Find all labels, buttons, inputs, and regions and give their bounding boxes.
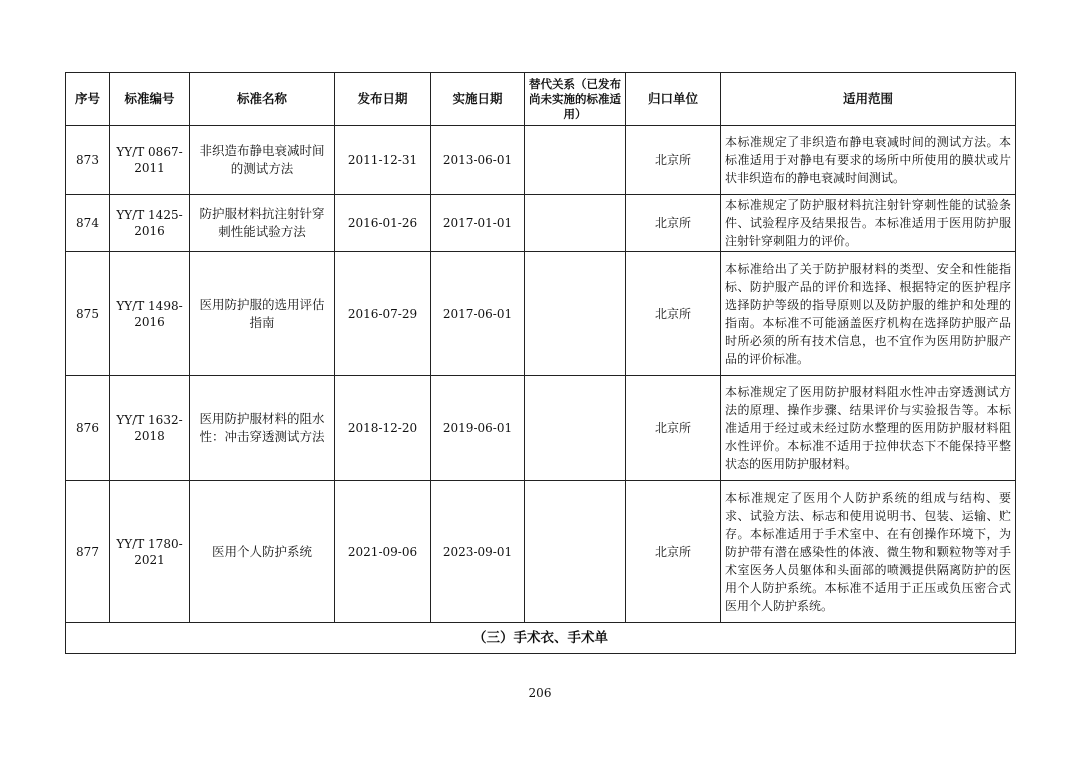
standards-table <box>65 72 1016 654</box>
cell-name: 医用个人防护系统 <box>190 481 335 623</box>
cell-no: 873 <box>66 126 110 195</box>
cell-unit: 北京所 <box>626 252 721 376</box>
cell-effective: 2017-06-01 <box>431 252 525 376</box>
cell-code: YY/T 1780-2021 <box>110 481 190 623</box>
header-scope: 适用范围 <box>721 73 1016 126</box>
table-row <box>66 252 1016 376</box>
cell-unit: 北京所 <box>626 481 721 623</box>
cell-replacement <box>525 195 626 252</box>
cell-effective: 2013-06-01 <box>431 126 525 195</box>
header-no: 序号 <box>66 73 110 126</box>
cell-published: 2011-12-31 <box>335 126 431 195</box>
header-name: 标准名称 <box>190 73 335 126</box>
cell-effective: 2017-01-01 <box>431 195 525 252</box>
cell-name: 医用防护服材料的阻水性：冲击穿透测试方法 <box>190 376 335 481</box>
cell-code: YY/T 0867-2011 <box>110 126 190 195</box>
header-effective: 实施日期 <box>431 73 525 126</box>
section-row <box>66 623 1016 654</box>
cell-scope: 本标准规定了非织造布静电衰减时间的测试方法。本标准适用于对静电有要求的场所中所使用的膜状或片状非织造布的静电衰减时间测试。 <box>721 126 1016 195</box>
cell-replacement <box>525 126 626 195</box>
cell-code: YY/T 1425-2016 <box>110 195 190 252</box>
table-row <box>66 195 1016 252</box>
cell-replacement <box>525 481 626 623</box>
cell-unit: 北京所 <box>626 376 721 481</box>
section-title: （三）手术衣、手术单 <box>66 623 1016 654</box>
cell-no: 876 <box>66 376 110 481</box>
cell-unit: 北京所 <box>626 195 721 252</box>
cell-scope: 本标准规定了医用个人防护系统的组成与结构、要求、试验方法、标志和使用说明书、包装、运输、贮存。本标准适用于手术室中、在有创操作环境下，为防护带有潜在感染性的体液、微生物和颗粒物等对手术室医务人员躯体和头面部的喷溅提供隔离防护的医用个人防护系统。本标准不适用于正压或负压密合式医用个人防护系统。 <box>721 481 1016 623</box>
cell-scope: 本标准给出了关于防护服材料的类型、安全和性能指标、防护服产品的评价和选择、根据特定的医护程序选择防护等级的指导原则以及防护服的维护和处理的指南。本标准不可能涵盖医疗机构在选择防护服产品时所必须的所有技术信息，也不宜作为医用防护服产品的评价标准。 <box>721 252 1016 376</box>
header-unit: 归口单位 <box>626 73 721 126</box>
cell-no: 874 <box>66 195 110 252</box>
cell-code: YY/T 1498-2016 <box>110 252 190 376</box>
cell-name: 防护服材料抗注射针穿刺性能试验方法 <box>190 195 335 252</box>
header-code: 标准编号 <box>110 73 190 126</box>
cell-scope: 本标准规定了防护服材料抗注射针穿刺性能的试验条件、试验程序及结果报告。本标准适用于医用防护服注射针穿刺阻力的评价。 <box>721 195 1016 252</box>
cell-published: 2021-09-06 <box>335 481 431 623</box>
cell-replacement <box>525 252 626 376</box>
cell-no: 875 <box>66 252 110 376</box>
cell-code: YY/T 1632-2018 <box>110 376 190 481</box>
page-number: 206 <box>528 686 552 700</box>
table-row <box>66 126 1016 195</box>
cell-published: 2016-07-29 <box>335 252 431 376</box>
cell-effective: 2019-06-01 <box>431 376 525 481</box>
cell-no: 877 <box>66 481 110 623</box>
cell-published: 2016-01-26 <box>335 195 431 252</box>
cell-replacement <box>525 376 626 481</box>
header-replacement: 替代关系（已发布尚未实施的标准适用） <box>525 73 626 126</box>
cell-unit: 北京所 <box>626 126 721 195</box>
table-row <box>66 481 1016 623</box>
cell-scope: 本标准规定了医用防护服材料阻水性冲击穿透测试方法的原理、操作步骤、结果评价与实验报告等。本标准适用于经过或未经过防水整理的医用防护服材料阻水性评价。本标准不适用于拉伸状态下不能保持平整状态的医用防护服材料。 <box>721 376 1016 481</box>
cell-name: 非织造布静电衰减时间的测试方法 <box>190 126 335 195</box>
table-row <box>66 376 1016 481</box>
cell-effective: 2023-09-01 <box>431 481 525 623</box>
header-published: 发布日期 <box>335 73 431 126</box>
cell-published: 2018-12-20 <box>335 376 431 481</box>
header-row <box>66 73 1016 126</box>
cell-name: 医用防护服的选用评估指南 <box>190 252 335 376</box>
